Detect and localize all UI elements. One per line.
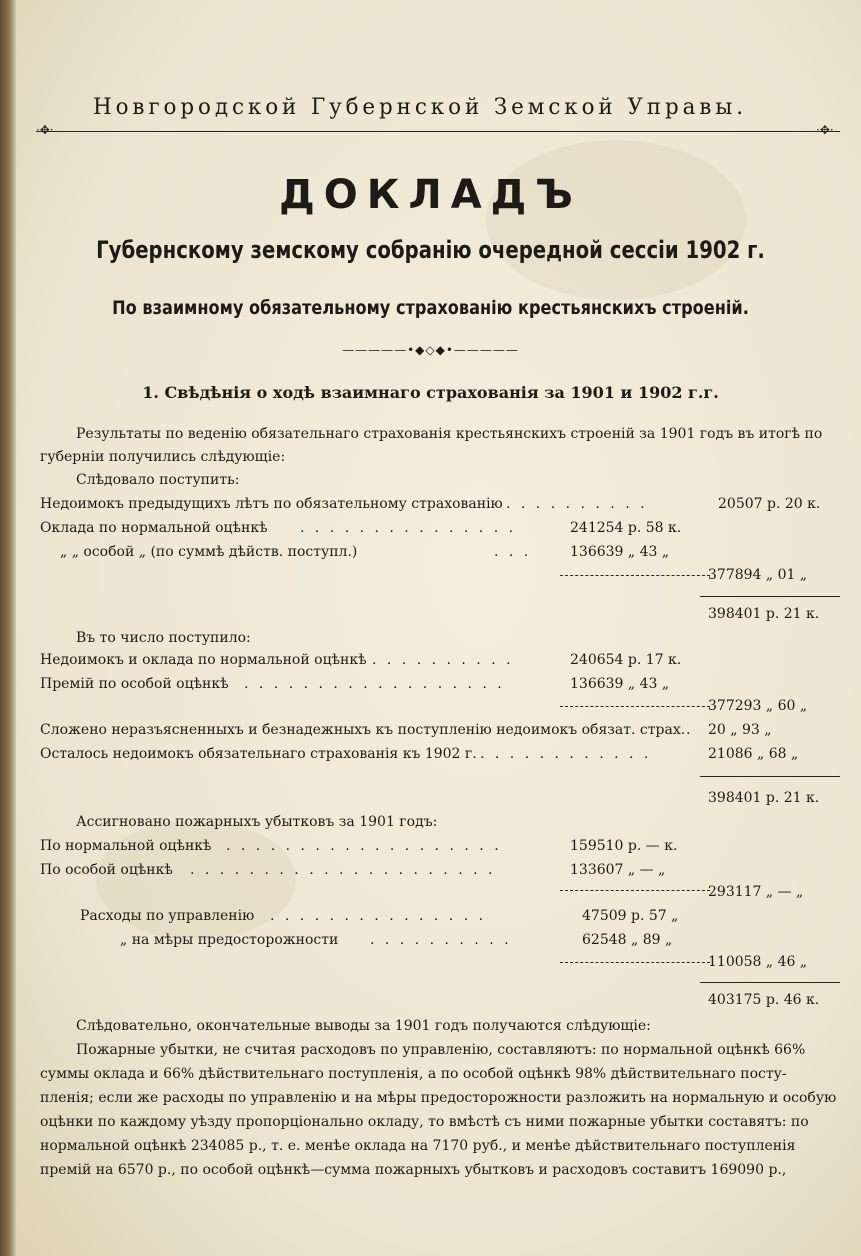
ledger-subtotal: 293117 „ — „ (708, 884, 804, 900)
sum-rule (560, 575, 710, 576)
conclusion-line: суммы оклада и 66% дѣйствительнаго поступленія, а по особой оцѣнкѣ 98% дѣйствительнаго посту- (40, 1066, 787, 1082)
ledger-amount: 136639 „ 43 „ (570, 676, 670, 692)
ledger-subtotal: 377894 „ 01 „ (708, 567, 808, 583)
ledger-label: Расходы по управленію (80, 908, 255, 924)
leader-dots: . . . . . . . . . . . . (480, 746, 652, 762)
conclusion-line: Пожарные убытки, не считая расходовъ по управленію, составляютъ: по нормальной оцѣнкѣ 66% (76, 1042, 806, 1058)
document-subtitle: Губернскому земскому собранію очередной сессіи 1902 г. (96, 236, 765, 264)
sum-rule (560, 962, 710, 963)
leader-dots: . . . (494, 544, 532, 560)
ledger-subtotal: 377293 „ 60 „ (708, 698, 808, 714)
ledger-amount: 62548 „ 89 „ (582, 932, 673, 948)
leader-dots: . (686, 722, 691, 738)
ornament-right-icon: ·✥· (816, 123, 834, 137)
ledger-amount: 241254 р. 58 к. (570, 520, 682, 536)
document-title: ДОКЛАДЪ (279, 172, 582, 218)
conclusion-line: пленія; если же расходы по управленію и на мѣры предосторожности разложить на нормальную и особую (40, 1090, 837, 1106)
page-header: Новгородской Губернской Земской Управы. (92, 95, 748, 120)
ledger-total: 20507 р. 20 к. (718, 496, 821, 512)
leader-dots: . . . . . . . . . . . . . . . (300, 520, 517, 536)
section-heading: 1. Свѣдѣнія о ходѣ взаимнаго страхованія за 1901 и 1902 г.г. (142, 383, 719, 402)
due-heading: Слѣдовало поступить: (76, 472, 240, 488)
sum-rule (700, 982, 840, 983)
ledger-label: Недоимокъ и оклада по нормальной оцѣнкѣ (40, 652, 367, 668)
ledger-label: Оклада по нормальной оцѣнкѣ (40, 520, 268, 536)
leader-dots: . . . . . . . . . . . . . . . . . . (244, 676, 505, 692)
ledger-label: Осталось недоимокъ обязательнаго страхованія къ 1902 г. (40, 746, 477, 762)
ledger-label: Недоимокъ предыдущихъ лѣтъ по обязательному страхованію (40, 496, 503, 512)
ledger-subtotal: 110058 „ 46 „ (708, 954, 808, 970)
ledger-amount: 136639 „ 43 „ (570, 544, 670, 560)
intro-line: губерніи получились слѣдующіе: (40, 449, 286, 465)
sum-rule (560, 706, 710, 707)
ledger-total: 21086 „ 68 „ (708, 746, 799, 762)
ledger-label: „ на мѣры предосторожности (120, 932, 339, 948)
sum-rule (700, 776, 840, 777)
ledger-total: 398401 р. 21 к. (708, 606, 820, 622)
conclusion-line: оцѣнки по каждому уѣзду пропорціонально окладу, то вмѣстѣ съ ними пожарные убытки составятъ: по (40, 1114, 809, 1130)
conclusion-line: премій на 6570 р., по особой оцѣнкѣ—сумма пожарныхъ убытковъ и расходовъ составитъ 169090 р., (40, 1162, 787, 1178)
ledger-amount: 133607 „ — „ (570, 862, 666, 878)
ledger-label: По особой оцѣнкѣ (40, 862, 173, 878)
ledger-label: Премій по особой оцѣнкѣ (40, 676, 229, 692)
intro-line: Результаты по веденію обязательнаго страхованія крестьянскихъ строеній за 1901 годъ въ итогѣ по (76, 426, 823, 442)
leader-dots: . . . . . . . . . . (506, 496, 648, 512)
ledger-total: 20 „ 93 „ (708, 722, 772, 738)
ledger-label: „ „ особой „ (по суммѣ дѣйств. поступл.) (60, 544, 358, 560)
paper-stain (486, 140, 746, 300)
leader-dots: . . . . . . . . . . . . . . . . . . . (226, 838, 502, 854)
sum-rule (700, 596, 840, 597)
ledger-label: По нормальной оцѣнкѣ (40, 838, 212, 854)
leader-dots: . . . . . . . . . . (370, 932, 512, 948)
received-heading: Въ то число поступило: (76, 630, 251, 646)
header-rule (36, 131, 840, 132)
sum-rule (560, 890, 710, 891)
assigned-heading: Ассигновано пожарныхъ убытковъ за 1901 годъ: (76, 814, 438, 830)
leader-dots: . . . . . . . . . . . . . . . (270, 908, 487, 924)
divider-ornament-icon: —————•◆◇◆•————— (342, 343, 519, 357)
ledger-amount: 240654 р. 17 к. (570, 652, 682, 668)
ledger-amount: 47509 р. 57 „ (582, 908, 679, 924)
conclusion-line: Слѣдовательно, окончательные выводы за 1901 годъ получаются слѣдующіе: (76, 1018, 651, 1034)
document-topic: По взаимному обязательному страхованію крестьянскихъ строеній. (112, 297, 749, 319)
ledger-label: Сложено неразъясненныхъ и безнадежныхъ къ поступленію недоимокъ обязат. страх. (40, 722, 686, 738)
ornament-left-icon: ·✥· (36, 123, 54, 137)
ledger-total: 403175 р. 46 к. (708, 992, 820, 1008)
leader-dots: . . . . . . . . . . . . . . . . . . . . . (190, 862, 496, 878)
leader-dots: . . . . . . . . . . (372, 652, 514, 668)
ledger-amount: 159510 р. — к. (570, 838, 678, 854)
conclusion-line: нормальной оцѣнкѣ 234085 р., т. е. менѣе оклада на 7170 руб., и менѣе дѣйствительнаго поступленія (40, 1138, 796, 1154)
ledger-total: 398401 р. 21 к. (708, 790, 820, 806)
